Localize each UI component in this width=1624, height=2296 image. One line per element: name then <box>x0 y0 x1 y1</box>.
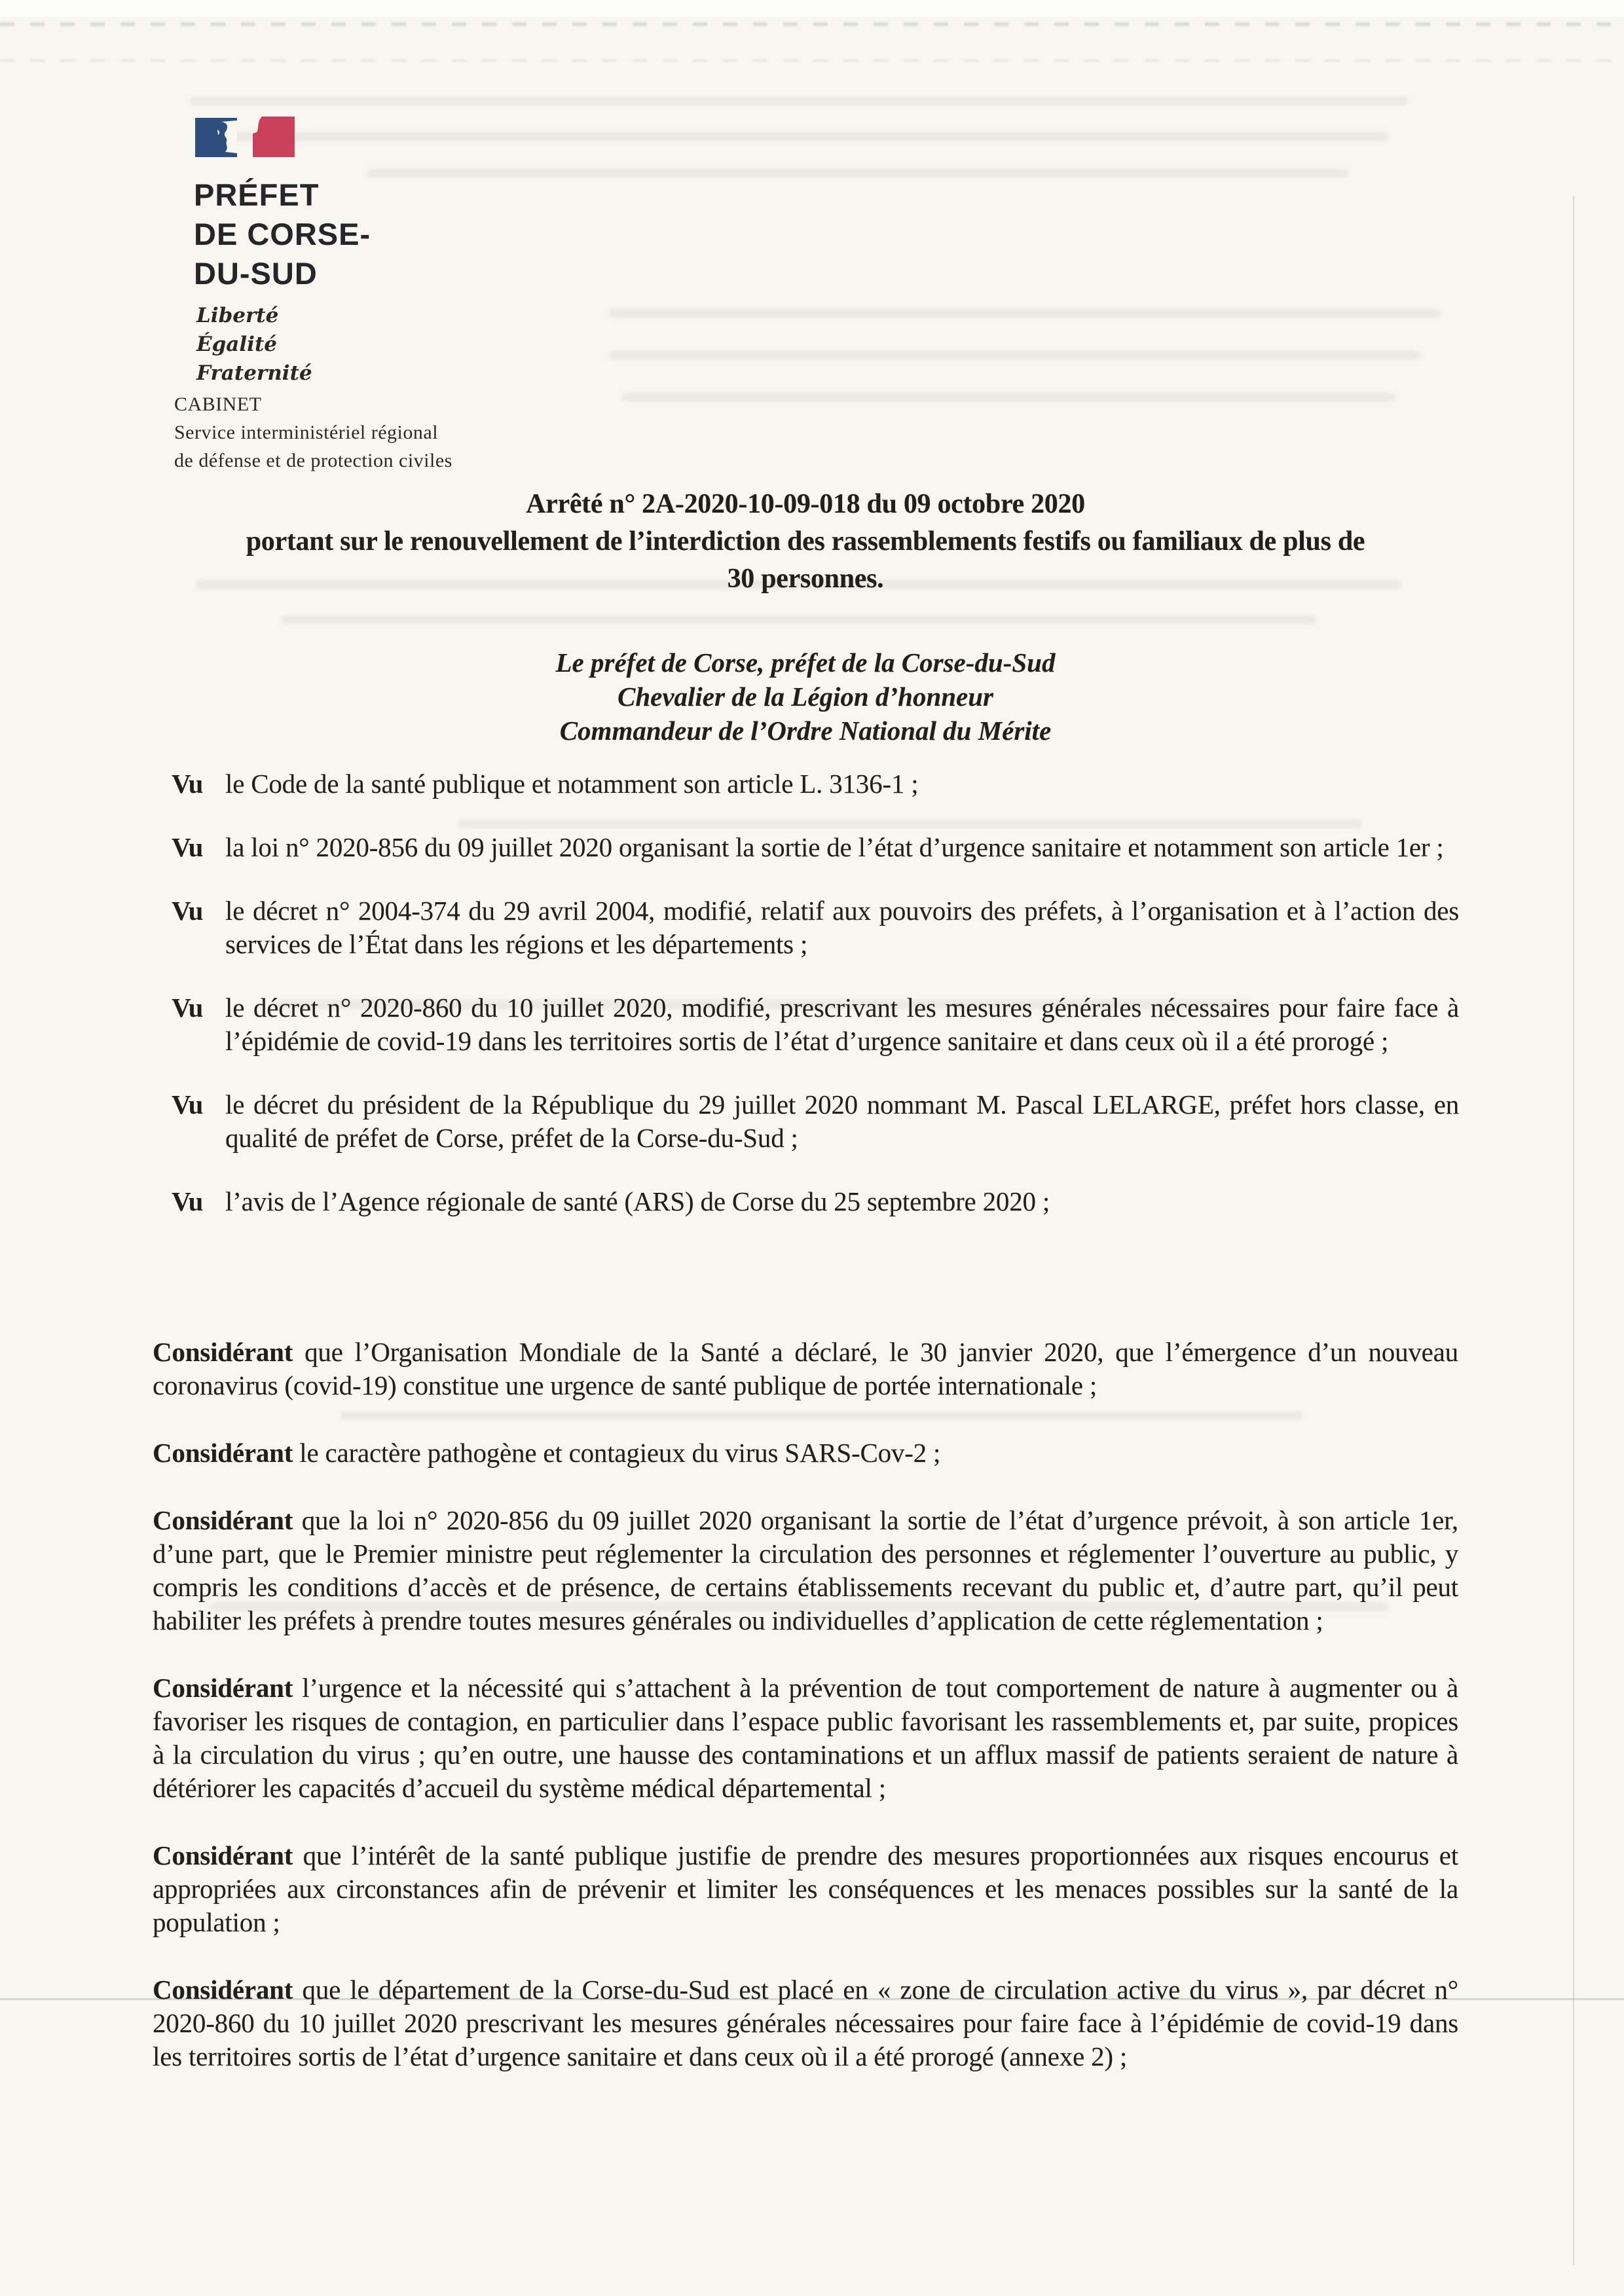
considerant-label: Considérant <box>153 1840 293 1870</box>
vu-text: le Code de la santé publique et notamment son article L. 3136-1 ; <box>225 769 919 799</box>
scan-artifact <box>0 22 1624 26</box>
considerant-text: que l’Organisation Mondiale de la Santé a déclaré, le 30 janvier 2020, que l’émergence d’un nouveau coronavirus (covid-19) constitue une urgence de santé publique de portée internationale ; <box>153 1337 1458 1400</box>
considerant-item <box>153 1671 1458 1805</box>
vu-label: Vu <box>172 769 204 799</box>
arrete-title-line: Arrêté n° 2A-2020-10-09-018 du 09 octobre 2020 <box>526 489 1085 519</box>
considerant-text: que l’intérêt de la santé publique justifie de prendre des mesures proportionnées aux risques encourus et appropriées aux circonstances afin de prévenir et limiter les conséquences et les menaces possibles sur la santé de la population ; <box>153 1840 1458 1937</box>
vu-item <box>172 767 1459 801</box>
marianne-flag-logo <box>195 117 295 158</box>
considerant-label: Considérant <box>153 1673 293 1703</box>
considerant-label: Considérant <box>153 1505 293 1535</box>
considerant-item <box>153 1436 1458 1470</box>
considerant-list <box>153 1336 1458 2107</box>
service-line: CABINET <box>174 393 262 415</box>
vu-text: la loi n° 2020-856 du 09 juillet 2020 organisant la sortie de l’état d’urgence sanitaire et notamment son article 1er ; <box>225 832 1444 862</box>
vu-label: Vu <box>172 896 204 926</box>
considerant-text: que le département de la Corse-du-Sud est placé en « zone de circulation active du virus », par décret n° 2020-860 du 10 juillet 2020 prescrivant les mesures générales nécessaires pour faire face à l’épidémie de covid-19 dans les territoires sortis de l’état d’urgence sanitaire et dans ceux où il a été prorogé (annexe 2) ; <box>153 1975 1458 2071</box>
considerant-label: Considérant <box>153 1438 293 1468</box>
bleed-through-artifact <box>216 132 1388 141</box>
motto-line: Liberté <box>196 304 279 327</box>
republic-motto <box>196 301 312 388</box>
considerant-text: le caractère pathogène et contagieux du virus SARS-Cov-2 ; <box>299 1438 941 1468</box>
bleed-through-artifact <box>190 97 1408 105</box>
considerant-label: Considérant <box>153 1337 293 1367</box>
bleed-through-artifact <box>622 393 1395 401</box>
considerant-item <box>153 1336 1458 1402</box>
arrete-title-line: portant sur le renouvellement de l’interdiction des rassemblements festifs ou familiaux de plus de <box>246 526 1365 556</box>
vu-label: Vu <box>172 993 204 1023</box>
vu-list <box>172 767 1459 1248</box>
vu-item <box>172 1185 1459 1218</box>
considerant-item <box>153 1504 1458 1637</box>
arrete-title-line: 30 personnes. <box>727 564 884 594</box>
scan-artifact <box>0 59 1624 62</box>
vu-item <box>172 831 1459 864</box>
prefecture-name-line: DU-SUD <box>194 256 318 291</box>
considerant-item <box>153 1839 1458 1939</box>
vu-text: le décret n° 2004-374 du 29 avril 2004, modifié, relatif aux pouvoirs des préfets, à l’organisation et à l’action des services de l’État dans les régions et les départements ; <box>225 896 1459 959</box>
prefecture-name <box>194 175 371 293</box>
arrete-title <box>154 486 1457 598</box>
issuing-service <box>174 390 452 475</box>
considerant-item <box>153 1973 1458 2073</box>
authority-line: Le préfet de Corse, préfet de la Corse-du-Sud <box>555 647 1056 678</box>
service-line: Service interministériel régional <box>174 422 439 443</box>
vu-text: l’avis de l’Agence régionale de santé (ARS) de Corse du 25 septembre 2020 ; <box>225 1186 1050 1216</box>
authority-block <box>154 646 1457 748</box>
vu-item <box>172 1088 1459 1155</box>
considerant-label: Considérant <box>153 1975 293 2005</box>
vu-label: Vu <box>172 832 204 862</box>
vu-item <box>172 894 1459 961</box>
scanner-edge-artifact <box>0 0 1624 17</box>
vu-text: le décret du président de la République du 29 juillet 2020 nommant M. Pascal LELARGE, préfet hors classe, en qualité de préfet de Corse, préfet de la Corse-du-Sud ; <box>225 1089 1459 1153</box>
considerant-text: l’urgence et la nécessité qui s’attachent à la prévention de tout comportement de nature à augmenter ou à favoriser les risques de contagion, en particulier dans l’espace public favorisant les rassemblements et, par suite, propices à la circulation du virus ; qu’en outre, une hausse des contaminations et un afflux massif de patients seraient de nature à détériorer les capacités d’accueil du système médical départemental ; <box>153 1673 1458 1803</box>
motto-line: Égalité <box>196 333 277 356</box>
considerant-text: que la loi n° 2020-856 du 09 juillet 2020 organisant la sortie de l’état d’urgence prévoit, à son article 1er, d’une part, que le Premier ministre peut réglementer la circulation des personnes et réglementer l’ouverture au public, y compris les conditions d’accès et de présence, de certains établissements recevant du public et, d’autre part, qu’il peut habiliter les préfets à prendre toutes mesures générales ou individuelles d’application de cette réglementation ; <box>153 1505 1458 1635</box>
vu-text: le décret n° 2020-860 du 10 juillet 2020, modifié, prescrivant les mesures générales nécessaires pour faire face à l’épidémie de covid-19 dans les territoires sortis de l’état d’urgence sanitaire et dans ceux où il a été prorogé ; <box>225 993 1459 1056</box>
bleed-through-artifact <box>609 309 1441 318</box>
vu-label: Vu <box>172 1089 204 1120</box>
service-line: de défense et de protection civiles <box>174 450 452 471</box>
prefecture-name-line: PRÉFET <box>194 177 320 212</box>
authority-line: Chevalier de la Légion d’honneur <box>617 682 994 712</box>
bleed-through-artifact <box>609 351 1421 359</box>
motto-line: Fraternité <box>196 361 312 385</box>
bleed-through-artifact <box>367 169 1349 177</box>
vu-label: Vu <box>172 1186 204 1216</box>
prefecture-name-line: DE CORSE- <box>194 217 371 251</box>
vu-item <box>172 991 1459 1058</box>
authority-line: Commandeur de l’Ordre National du Mérite <box>559 716 1052 746</box>
scan-artifact <box>1573 196 1574 2265</box>
bleed-through-artifact <box>282 615 1316 624</box>
